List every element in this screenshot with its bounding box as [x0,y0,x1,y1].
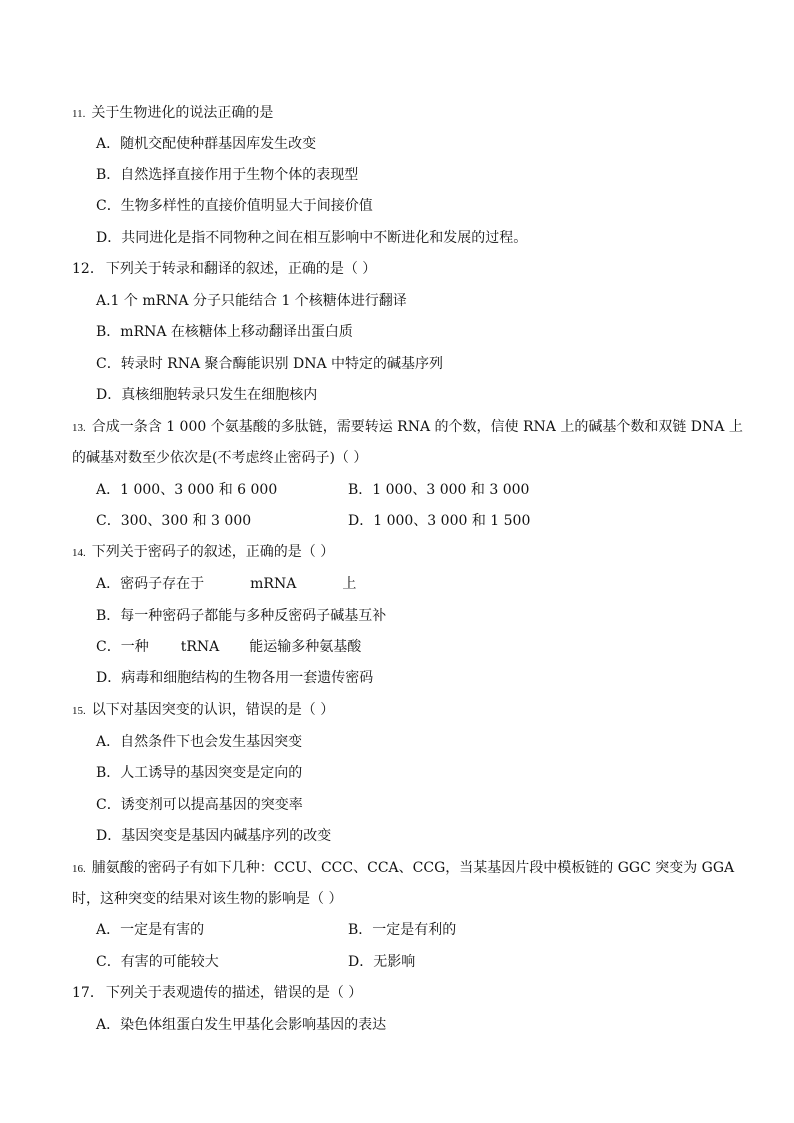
q14-option-d: D．病毒和细胞结构的生物各用一套遗传密码 [96,670,374,686]
question-13-stem-line1 [72,417,743,438]
q12-option-d: D．真核细胞转录只发生在细胞核内 [96,387,318,403]
option-text: 能运输多种氨基酸 [249,639,362,655]
q13-option-a: A．1 000、3 000 和 6 000 [96,482,278,498]
question-15-stem [72,700,334,721]
question-17-stem [72,983,362,1003]
q14-option-c [96,637,361,657]
question-text: 脯氨酸的密码子有如下几种：CCU、CCC、CCA、CCG，当某基因片段中模板链的 GGC 突变为 GGA [91,860,735,876]
q12-option-b: B．mRNA 在核糖体上移动翻译出蛋白质 [96,324,353,340]
question-text: 下列关于表观遗传的描述，错误的是（ ） [105,985,363,1001]
q15-option-a: A．自然条件下也会发生基因突变 [96,734,303,750]
q15-option-c: C．诱变剂可以提高基因的突变率 [96,797,303,813]
question-14-stem [72,542,334,563]
question-text: 下列关于转录和翻译的叙述，正确的是（ ） [105,261,377,277]
option-text: A．密码子存在于 [96,576,205,592]
question-text: 以下对基因突变的认识，错误的是（ ） [91,702,335,718]
q11-option-b: B．自然选择直接作用于生物个体的表现型 [96,167,359,183]
option-term: mRNA [250,576,297,592]
q13-option-c: C．300、300 和 3 000 [96,513,252,529]
q14-option-a [96,574,356,594]
question-16-stem-line2: 时，这种突变的结果对该生物的影响是（ ） [72,891,343,907]
q13-option-d: D．1 000、3 000 和 1 500 [348,513,531,529]
option-term: tRNA [180,639,220,655]
question-number: 16. [72,863,86,875]
question-number: 17． [72,985,104,1001]
question-number: 11. [72,108,86,120]
q16-option-c: C．有害的可能较大 [96,954,219,970]
q12-option-a: A.1 个 mRNA 分子只能结合 1 个核糖体进行翻译 [96,293,407,309]
q13-option-b: B．1 000、3 000 和 3 000 [348,482,530,498]
question-text: 合成一条含 1 000 个氨基酸的多肽链，需要转运 RNA 的个数，信使 RNA 上的碱基个数和双链 DNA 上 [91,419,743,435]
question-number: 14. [72,547,86,559]
q12-option-c: C．转录时 RNA 聚合酶能识别 DNA 中特定的碱基序列 [96,356,443,372]
q16-option-d: D．无影响 [348,954,416,970]
q14-option-b: B．每一种密码子都能与多种反密码子碱基互补 [96,608,387,624]
question-number: 13. [72,422,86,434]
q16-option-a: A．一定是有害的 [96,922,205,938]
q15-option-d: D．基因突变是基因内碱基序列的改变 [96,828,332,844]
question-11-stem [72,103,273,124]
q15-option-b: B．人工诱导的基因突变是定向的 [96,765,303,781]
option-text: C．一种 [96,639,149,655]
q11-option-d: D．共同进化是指不同物种之间在相互影响中不断进化和发展的过程。 [96,230,528,246]
q11-option-c: C．生物多样性的直接价值明显大于间接价值 [96,198,373,214]
question-12-stem [72,259,376,279]
question-text: 关于生物进化的说法正确的是 [91,105,274,121]
question-13-stem-line2: 的碱基对数至少依次是(不考虑终止密码子)（ ） [72,450,368,466]
question-number: 12． [72,261,104,277]
option-text: 上 [342,576,357,592]
q17-option-a: A．染色体组蛋白发生甲基化会影响基因的表达 [96,1017,387,1033]
q16-option-b: B．一定是有利的 [348,922,457,938]
question-text: 下列关于密码子的叙述，正确的是（ ） [91,544,335,560]
question-number: 15. [72,705,86,717]
q11-option-a: A．随机交配使种群基因库发生改变 [96,136,317,152]
question-16-stem-line1 [72,858,734,879]
